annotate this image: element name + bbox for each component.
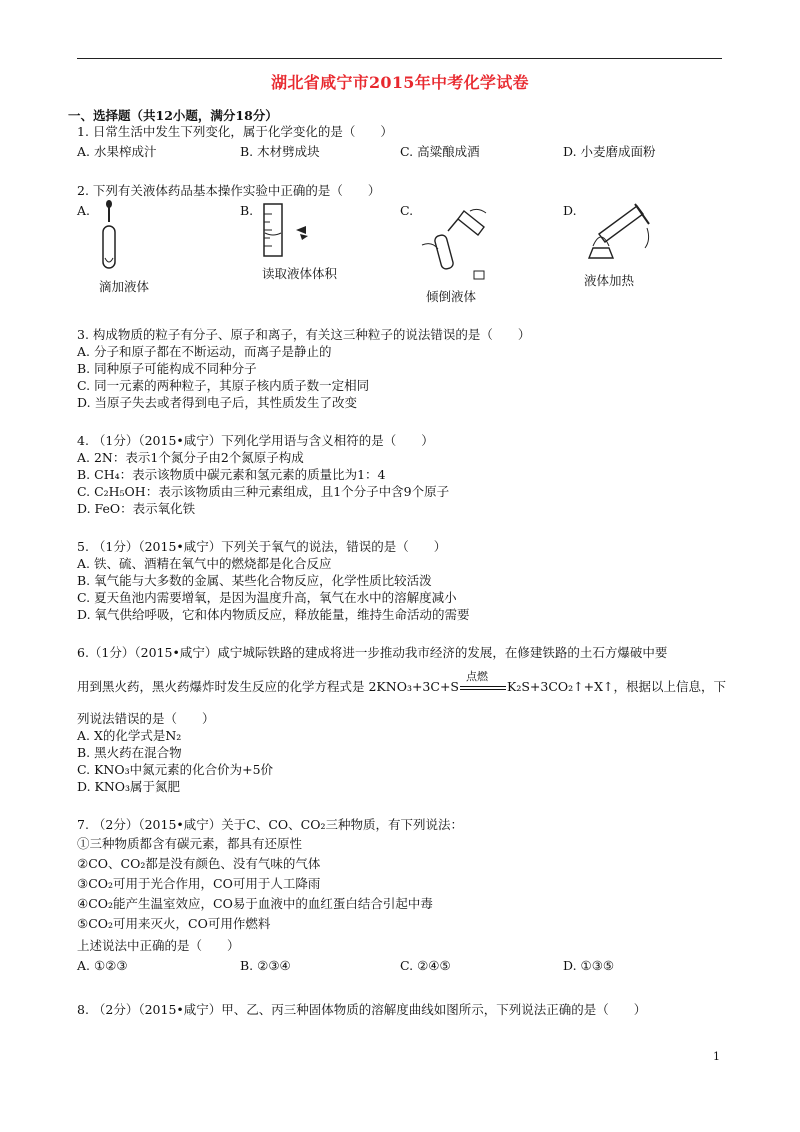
q5-option-b[interactable]: B. 氧气能与大多数的金属、某些化合物反应，化学性质比较活泼: [77, 573, 432, 588]
q3-option-d[interactable]: D. 当原子失去或者得到电子后，其性质发生了改变: [77, 395, 358, 410]
q4-option-b[interactable]: B. CH₄：表示该物质中碳元素和氢元素的质量比为1：4: [77, 467, 386, 482]
q1-option-c[interactable]: C. 高粱酿成酒: [400, 144, 480, 159]
q6-option-d[interactable]: D. KNO₃属于氮肥: [77, 779, 181, 794]
q4-option-d[interactable]: D. FeO：表示氧化铁: [77, 501, 196, 516]
q7-option-a[interactable]: A. ①②③: [77, 958, 128, 973]
q2-letter-c[interactable]: C.: [400, 203, 414, 218]
q7-option-d[interactable]: D. ①③⑤: [563, 958, 615, 973]
q7-statement-1: ①三种物质都含有碳元素，都具有还原性: [77, 836, 303, 851]
q3-option-b[interactable]: B. 同种原子可能构成不同种分子: [77, 361, 257, 376]
q6-equation-post: K₂S+3CO₂↑+X↑，根据以上信息，下: [507, 679, 726, 694]
dropper-tube-figure: [95, 200, 125, 272]
q6-equation-pre: 用到黑火药，黑火药爆炸时发生反应的化学方程式是 2KNO₃+3C+S: [77, 679, 459, 694]
page-number: 1: [713, 1050, 720, 1063]
q1-option-a[interactable]: A. 水果榨成汁: [77, 144, 157, 159]
q2-caption-a: 滴加液体: [99, 279, 150, 294]
header-rule: [77, 58, 722, 59]
q7-statement-2: ②CO、CO₂都是没有颜色、没有气味的气体: [77, 856, 321, 871]
q6-option-b[interactable]: B. 黑火药在混合物: [77, 745, 182, 760]
q1-option-d[interactable]: D. 小麦磨成面粉: [563, 144, 656, 159]
reaction-arrow: [460, 669, 506, 694]
q3-option-a[interactable]: A. 分子和原子都在不断运动，而离子是静止的: [77, 344, 332, 359]
q1-stem: 1. 日常生活中发生下列变化，属于化学变化的是（ ）: [77, 124, 393, 139]
q3-stem: 3. 构成物质的粒子有分子、原子和离子，有关这三种粒子的说法错误的是（ ）: [77, 327, 531, 342]
q7-statement-3: ③CO₂可用于光合作用，CO可用于人工降雨: [77, 876, 321, 891]
q7-option-b[interactable]: B. ②③④: [240, 958, 291, 973]
q4-option-a[interactable]: A. 2N：表示1个氮分子由2个氮原子构成: [77, 450, 304, 465]
q7-statement-4: ④CO₂能产生温室效应，CO易于血液中的血红蛋白结合引起中毒: [77, 896, 433, 911]
q6-stem-line3: 列说法错误的是（ ）: [77, 711, 215, 726]
q2-caption-d: 液体加热: [584, 273, 635, 288]
q4-stem: 4. （1分）（2015•咸宁）下列化学用语与含义相符的是（ ）: [77, 433, 434, 448]
reaction-condition: 点燃: [466, 669, 488, 683]
q7-ask: 上述说法中正确的是（ ）: [77, 938, 240, 953]
q6-equation-line: [77, 669, 726, 695]
pouring-liquid-figure: [418, 205, 498, 283]
section-heading: 一、选择题（共12小题，满分18分）: [68, 108, 278, 123]
q5-option-a[interactable]: A. 铁、硫、酒精在氧气中的燃烧都是化合反应: [77, 556, 332, 571]
q2-letter-d[interactable]: D.: [563, 203, 577, 218]
q7-option-c[interactable]: C. ②④⑤: [400, 958, 451, 973]
q1-option-b[interactable]: B. 木材劈成块: [240, 144, 320, 159]
q3-option-c[interactable]: C. 同一元素的两种粒子，其原子核内质子数一定相同: [77, 378, 370, 393]
q2-letter-b[interactable]: B.: [240, 203, 254, 218]
q6-option-c[interactable]: C. KNO₃中氮元素的化合价为+5价: [77, 762, 274, 777]
q2-stem: 2. 下列有关液体药品基本操作实验中正确的是（ ）: [77, 183, 381, 198]
q5-stem: 5. （1分）（2015•咸宁）下列关于氧气的说法，错误的是（ ）: [77, 539, 447, 554]
q6-stem-line1: 6.（1分）（2015•咸宁）咸宁城际铁路的建成将进一步推动我市经济的发展，在修建铁路的土石方爆破中要: [77, 645, 668, 660]
q2-caption-b: 读取液体体积: [262, 266, 338, 281]
q2-caption-c: 倾倒液体: [426, 289, 477, 304]
q5-option-d[interactable]: D. 氧气供给呼吸，它和体内物质反应，释放能量，维持生命活动的需要: [77, 607, 470, 622]
q8-stem: 8. （2分）（2015•咸宁）甲、乙、丙三种固体物质的溶解度曲线如图所示，下列说法正确的是（ ）: [77, 1002, 647, 1017]
heating-liquid-figure: [585, 200, 665, 265]
q7-statement-5: ⑤CO₂可用来灭火，CO可用作燃料: [77, 916, 271, 931]
q4-option-c[interactable]: C. C₂H₅OH：表示该物质由三种元素组成，且1个分子中含9个原子: [77, 484, 450, 499]
page-title: 湖北省咸宁市2015年中考化学试卷: [271, 73, 529, 92]
graduated-cylinder-figure: [258, 200, 318, 260]
q6-option-a[interactable]: A. X的化学式是N₂: [77, 728, 182, 743]
q2-letter-a[interactable]: A.: [77, 203, 91, 218]
q5-option-c[interactable]: C. 夏天鱼池内需要增氧，是因为温度升高，氧气在水中的溶解度减小: [77, 590, 457, 605]
q7-stem: 7. （2分）（2015•咸宁）关于C、CO、CO₂三种物质，有下列说法：: [77, 817, 463, 832]
